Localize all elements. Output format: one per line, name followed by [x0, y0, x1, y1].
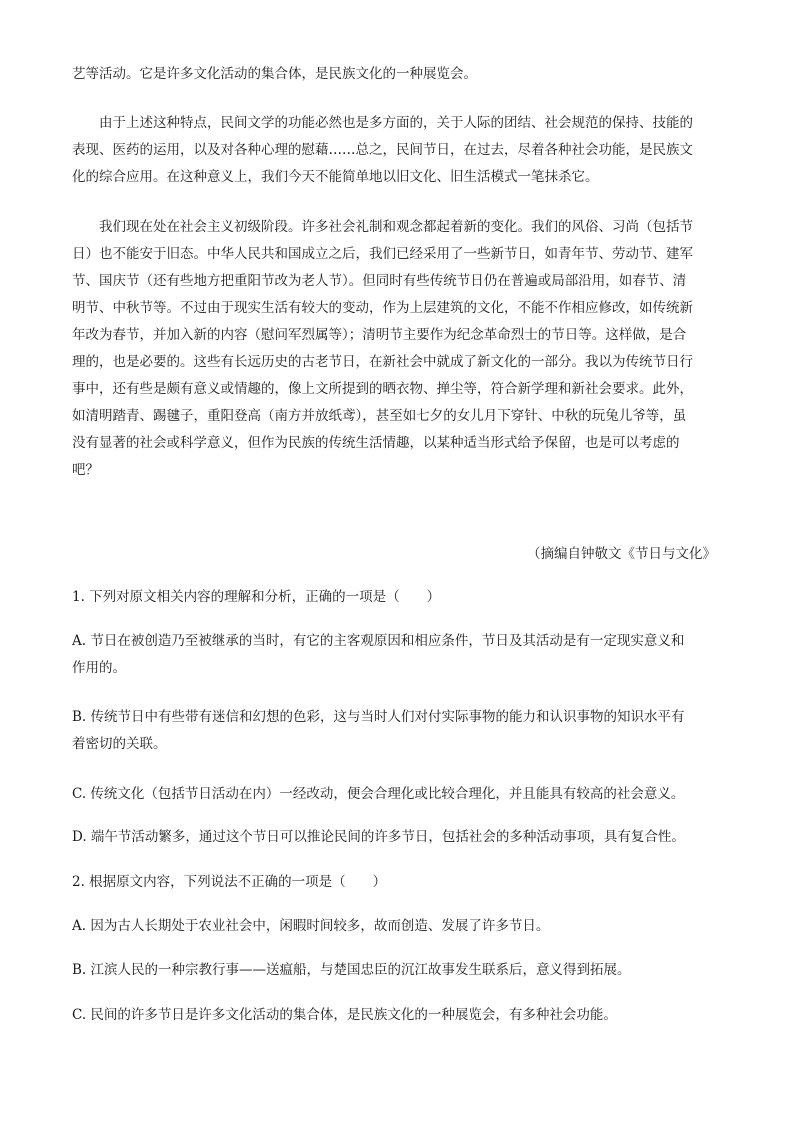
question-1-option-a	[72, 628, 722, 682]
text-line: 表现、医药的运用，以及对各种心理的慰藉……总之，民间节日，在过去，尽着各种社会功能，是民族文	[72, 142, 693, 158]
passage-paragraph-0	[72, 61, 722, 88]
text-line: 着密切的关联。	[72, 736, 167, 752]
question-1-stem: 1. 下列对原文相关内容的理解和分析，正确的一项是（ ）	[72, 589, 441, 605]
text-line: 没有显著的社会或科学意义，但作为民族的传统生活情趣，以某种适当形式给予保留，也是可以考虑的	[72, 435, 680, 451]
text-line: 年改为春节，并加入新的内容（慰问军烈属等）；清明节主要作为纪念革命烈士的节日等。这样做，是合	[72, 327, 687, 343]
text-line: 日）也不能安于旧态。中华人民共和国成立之后，我们已经采用了一些新节日，如青年节、劳动节、建军	[72, 246, 693, 262]
text-line: 由于上述这种特点，民间文学的功能必然也是多方面的，关于人际的团结、社会规范的保持、技能的	[72, 115, 693, 131]
question-1-option-d: D. 端午节活动繁多，通过这个节日可以推论民间的许多节日，包括社会的多种活动事项，具有复合性。	[72, 829, 685, 845]
question-1-option-b	[72, 704, 722, 758]
text-line: 艺等活动。它是许多文化活动的集合体，是民族文化的一种展览会。	[72, 66, 477, 82]
passage-source: （摘编自钟敬文《节日与文化》	[527, 546, 716, 562]
text-line: A. 节日在被创造乃至被继承的当时，有它的主客观原因和相应条件，节日及其活动是有一定现实意义和	[72, 633, 685, 649]
question-2-option-a: A. 因为古人长期处于农业社会中，闲暇时间较多，故而创造、发展了许多节日。	[72, 918, 550, 934]
passage-paragraph-2	[72, 214, 722, 484]
passage-paragraph-1	[72, 110, 722, 191]
question-2-stem: 2. 根据原文内容，下列说法不正确的一项是（ ）	[72, 874, 387, 890]
question-2-option-c: C. 民间的许多节日是许多文化活动的集合体，是民族文化的一种展览会，有多种社会功能。	[72, 1007, 617, 1023]
text-line: 如清明踏青、踢毽子，重阳登高（南方并放纸鸢），甚至如七夕的女儿月下穿针、中秋的玩兔儿爷等，虽	[72, 408, 687, 424]
text-line: 明节、中秋节等。不过由于现实生活有较大的变动，作为上层建筑的文化，不能不作相应修改，如传统新	[72, 300, 693, 316]
text-line: 我们现在处在社会主义初级阶段。许多社会礼制和观念都起着新的变化。我们的风俗、习尚（包括节	[72, 219, 693, 235]
text-line: 事中，还有些是颇有意义或情趣的，像上文所提到的晒衣物、掸尘等，符合新学理和新社会要求。此外，	[72, 381, 693, 397]
text-line: 吧？	[72, 462, 99, 478]
text-line: 作用的。	[72, 660, 126, 676]
question-2-option-b: B. 江滨人民的一种宗教行事——送瘟船，与楚国忠臣的沉江故事发生联系后，意义得到拓展。	[72, 962, 631, 978]
text-line: 化的综合应用。在这种意义上，我们今天不能简单地以旧文化、旧生活模式一笔抹杀它。	[72, 169, 599, 185]
text-line: 理的，也是必要的。这些有长远历史的古老节日，在新社会中就成了新文化的一部分。我以为传统节日行	[72, 354, 693, 370]
question-1-option-c: C. 传统文化（包括节日活动在内）一经改动，便会合理化或比较合理化，并且能具有较高的社会意义。	[72, 786, 685, 802]
text-line: B. 传统节日中有些带有迷信和幻想的色彩，这与当时人们对付实际事物的能力和认识事物的知识水平有	[72, 709, 685, 725]
text-line: 节、国庆节（还有些地方把重阳节改为老人节）。但同时有些传统节日仍在普遍或局部沿用，如春节、清	[72, 273, 687, 289]
